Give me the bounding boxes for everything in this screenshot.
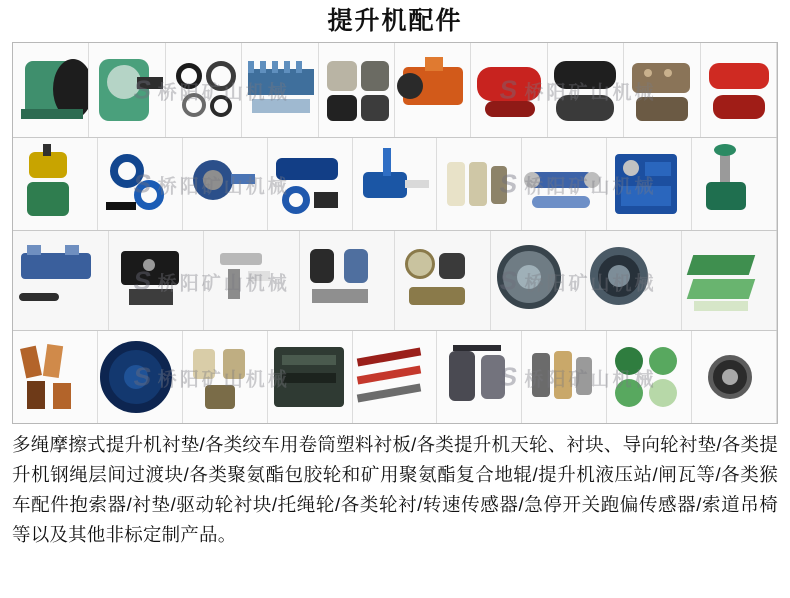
product-shape [584,172,600,188]
product-description: 多绳摩擦式提升机衬垫/各类绞车用卷筒塑料衬板/各类提升机天轮、衬块、导向轮衬垫/各类提升机钢绳层间过渡块/各类聚氨酯包胶轮和矿用聚氨酯复合地辊/提升机液压站/闸瓦等/各类猴车配件抱索器/衬垫/驱动轮衬块/托绳轮/各类轮衬/转速传感器/急停开关跑偏传感器/索道吊椅等以及其他非标定制产品。 [12,434,778,545]
product-shape [356,348,420,367]
product-shape [425,57,443,71]
watermark-logo: S [131,168,156,199]
product-shape [223,349,245,379]
product-shape [356,384,420,403]
product-shape [228,269,240,299]
product-cell[interactable] [586,231,682,330]
product-shape [686,255,754,275]
product-shape [20,346,42,379]
product-shape [27,245,41,255]
product-shape [477,67,541,101]
watermark-logo: S [498,265,523,295]
product-shape [706,182,746,210]
product-cell[interactable] [183,331,268,423]
product-shape [356,366,420,385]
product-shape [686,279,754,299]
product-shape [694,301,748,311]
product-shape [327,61,357,91]
watermark-text: 桥阳矿山机械 [157,176,290,198]
product-shape [106,202,136,210]
product-cell[interactable] [548,43,624,137]
product-shape [485,101,535,117]
product-cell[interactable] [13,138,98,230]
product-shape [554,351,572,399]
product-shape [615,347,643,375]
product-shape [206,61,236,91]
product-cell[interactable] [242,43,318,137]
product-shape [409,287,465,305]
product-shape [252,99,310,113]
watermark-text: 桥阳矿山机械 [157,82,290,104]
watermark-logo: S [498,361,523,392]
product-shape [576,357,592,395]
product-cell[interactable] [300,231,396,330]
product-shape [296,61,302,73]
product-shape [491,166,507,204]
product-cell[interactable] [13,231,109,330]
product-shape [532,196,590,208]
product-shape [649,379,677,407]
product-shape [176,63,202,89]
product-cell[interactable] [395,231,491,330]
product-shape [632,63,690,93]
product-shape [397,73,423,99]
product-shape [65,245,79,255]
product-shape [405,249,435,279]
product-shape [714,144,736,156]
product-shape [137,77,163,89]
product-shape [248,69,314,95]
product-shape [53,383,71,409]
product-shape [19,293,59,301]
product-shape [344,249,368,283]
product-shape [469,162,487,206]
watermark-text: 桥阳矿山机械 [524,82,657,104]
product-shape [21,109,83,119]
product-cell[interactable] [109,231,205,330]
product-cell[interactable] [13,43,89,137]
watermark-logo: S [131,265,156,295]
gallery-row-1 [13,43,777,138]
gallery-row-3 [13,231,777,331]
watermark-logo: S [498,168,523,199]
product-shape [143,259,155,271]
product-cell[interactable] [166,43,242,137]
product-shape [481,355,505,399]
product-cell[interactable] [98,331,183,423]
product-shape [608,265,630,287]
product-shape [124,365,148,389]
product-shape [129,289,173,305]
product-cell[interactable] [268,138,353,230]
product-shape [453,345,501,351]
product-shape [327,95,357,121]
watermark-logo: S [131,361,156,392]
watermark-text: 桥阳矿山机械 [524,176,657,198]
product-shape [556,95,614,121]
product-cell[interactable] [471,43,547,137]
product-cell[interactable] [522,138,607,230]
product-shape [193,349,215,379]
product-shape [383,148,391,176]
product-shape [27,381,45,409]
product-shape [713,95,765,119]
product-shape [272,61,278,73]
product-shape [260,61,266,73]
product-shape [532,353,550,397]
product-shape [182,93,206,117]
product-cell[interactable] [437,331,522,423]
watermark-text: 桥阳矿山机械 [157,273,290,294]
product-shape [621,186,671,206]
product-shape [312,289,368,303]
product-gallery [12,42,778,424]
page-title: 提升机配件 [327,7,463,35]
product-cell[interactable] [607,331,692,423]
product-shape [248,61,254,73]
product-shape [21,253,91,279]
product-shape [361,61,389,91]
product-cell[interactable] [183,138,268,230]
product-shape [439,253,465,279]
product-shape [282,355,336,365]
product-shape [361,95,389,121]
product-cell[interactable] [268,331,353,423]
product-shape [720,152,730,186]
product-cell[interactable] [607,138,692,230]
product-cell[interactable] [353,138,438,230]
watermark-logo: S [131,74,156,105]
product-shape [231,174,255,184]
product-cell[interactable] [682,231,778,330]
product-shape [447,162,465,206]
product-shape [449,351,475,401]
product-shape [134,180,164,210]
product-shape [220,253,262,265]
product-cell[interactable] [437,138,522,230]
product-cell[interactable] [204,231,300,330]
product-cell[interactable] [395,43,471,137]
product-shape [27,182,69,216]
product-shape [636,97,688,121]
product-shape [282,373,336,383]
product-shape [205,385,235,409]
product-cell[interactable] [98,138,183,230]
product-cell[interactable] [692,331,777,423]
product-shape [203,170,223,190]
watermark-text: 桥阳矿山机械 [157,369,290,391]
product-shape [310,249,334,283]
product-shape [276,158,338,180]
product-shape [284,61,290,73]
watermark-text: 桥阳矿山机械 [524,273,657,294]
product-shape [210,95,232,117]
product-cell[interactable] [319,43,395,137]
product-cell[interactable] [624,43,700,137]
product-shape [405,180,429,188]
product-shape [554,61,616,89]
product-shape [645,162,671,176]
product-shape [43,344,63,378]
product-cell[interactable] [13,331,98,423]
product-shape [43,144,51,156]
gallery-row-4 [13,331,777,423]
product-shape [282,186,310,214]
product-shape [615,379,643,407]
watermark-text: 桥阳矿山机械 [524,369,657,391]
product-shape [314,192,338,208]
product-cell[interactable] [491,231,587,330]
product-cell[interactable] [522,331,607,423]
watermark-logo: S [498,74,523,105]
product-shape [649,347,677,375]
product-cell[interactable] [353,331,438,423]
product-shape [722,369,738,385]
product-shape [248,271,270,281]
product-shape [517,265,541,289]
product-cell[interactable] [89,43,165,137]
product-cell[interactable] [692,138,777,230]
gallery-row-2 [13,138,777,231]
product-cell[interactable] [701,43,777,137]
product-shape [709,63,769,89]
